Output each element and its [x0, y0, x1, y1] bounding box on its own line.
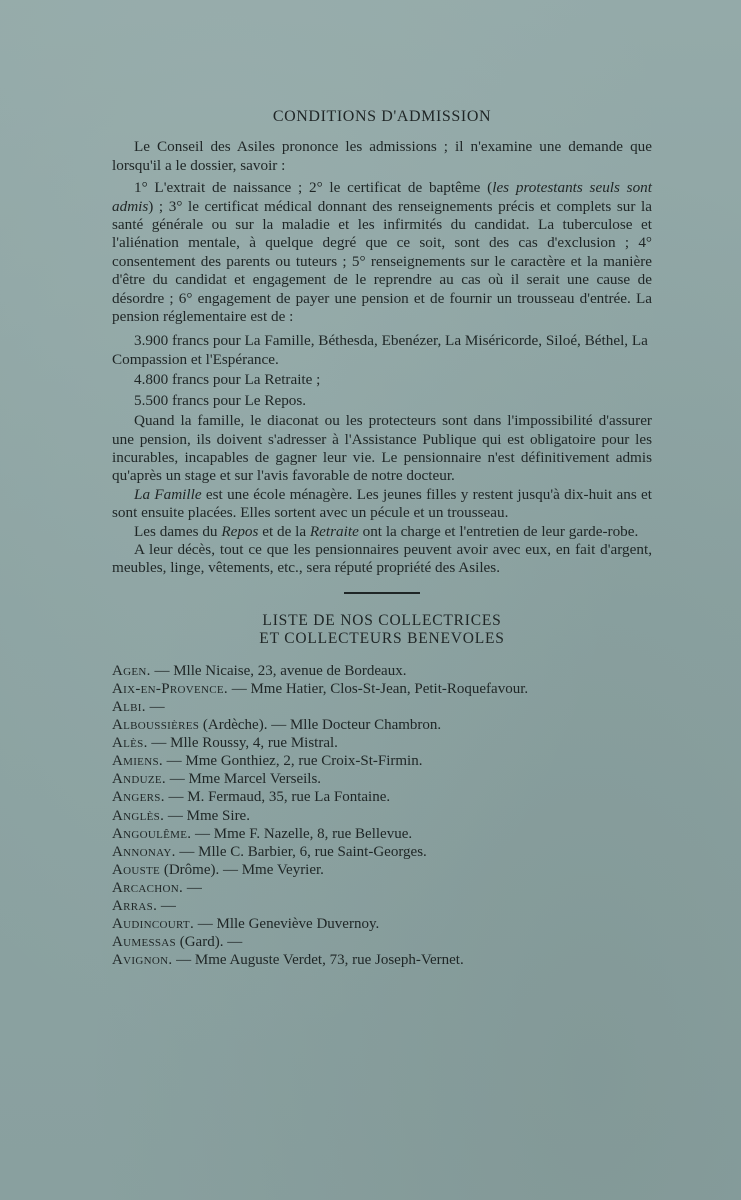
collector-detail: — Mlle Geneviève Duvernoy. — [194, 916, 380, 933]
list-item — [112, 897, 652, 915]
paragraph-italic: La Famille — [134, 485, 202, 503]
list-item — [112, 770, 652, 788]
collector-detail: — Mme Sire. — [164, 807, 250, 824]
paragraph-text: 1° L'extrait de naissance ; 2° le certificat de baptême ( — [134, 179, 493, 197]
city-name: Arcachon. — [112, 879, 184, 896]
list-item — [112, 752, 652, 770]
conditions-paragraph-1 — [112, 138, 652, 175]
city-name: Alboussières — [112, 717, 200, 734]
city-name: Agen. — [112, 662, 151, 679]
city-name: Angoulême. — [112, 825, 192, 842]
pension-item: 3.900 francs pour La Famille, Béthesda, Ebenézer, La Miséricorde, Siloé, Béthel, La Compassion et l'Espérance. — [112, 332, 648, 368]
collector-detail: — Mlle Nicaise, 23, avenue de Bordeaux. — [150, 662, 407, 679]
city-name: Aouste — [112, 861, 161, 878]
conditions-paragraph-4 — [112, 486, 652, 523]
collectors-list — [112, 662, 652, 970]
pension-item: 5.500 francs pour Le Repos. — [134, 391, 307, 409]
collector-detail: — — [183, 879, 202, 896]
collector-detail: — Mlle Roussy, 4, rue Mistral. — [147, 735, 338, 752]
city-name: Aix-en-Provence. — [112, 680, 228, 697]
collector-detail: — Mme Gonthiez, 2, rue Croix-St-Firmin. — [162, 753, 423, 770]
collector-detail: (Drôme). — Mme Veyrier. — [160, 861, 324, 878]
collector-detail: (Ardèche). — Mlle Docteur Chambron. — [199, 717, 442, 734]
collector-detail: (Gard). — — [175, 934, 243, 951]
collector-detail: — Mme Hatier, Clos-St-Jean, Petit-Roquefavour. — [227, 680, 529, 697]
list-item — [112, 879, 652, 897]
list-title-line: ET COLLECTEURS BENEVOLES — [259, 629, 505, 647]
paragraph-text: ont la charge et l'entretien de leur garde-robe. — [358, 522, 639, 540]
paragraph-text: A leur décès, tout ce que les pensionnaires peuvent avoir avec eux, en fait d'argent, meubles, linge, vêtements, etc., sera réputé propriété des Asiles. — [112, 540, 652, 577]
conditions-paragraph-6 — [112, 541, 652, 578]
list-item — [112, 951, 652, 969]
list-item — [112, 843, 652, 861]
list-item — [112, 933, 652, 951]
paragraph-italic: Retraite — [309, 522, 359, 540]
city-name: Arras. — [112, 897, 158, 914]
paragraph-text: et de la — [258, 522, 310, 540]
conditions-paragraph-2 — [112, 179, 652, 326]
collector-detail: — — [157, 897, 176, 914]
list-item — [112, 680, 652, 698]
list-title-line: LISTE DE NOS COLLECTRICES — [262, 611, 502, 629]
city-name: Amiens. — [112, 753, 163, 770]
paragraph-text: Les dames du — [134, 522, 222, 540]
paragraph-italic: les protestants seuls sont admis — [112, 179, 652, 215]
list-item — [112, 788, 652, 806]
pension-item: 4.800 francs pour La Retraite ; — [134, 371, 321, 389]
list-item — [112, 716, 652, 734]
document-sheet — [112, 108, 652, 969]
list-item — [112, 662, 652, 680]
list-title — [112, 612, 652, 648]
list-item — [112, 734, 652, 752]
paragraph-italic: Repos — [221, 522, 259, 540]
city-name: Audincourt. — [112, 916, 194, 933]
paragraph-text: est une école ménagère. Les jeunes filles y restent jusqu'à dix-huit ans et sont ensuite placées. Elles sortent avec un pécule et un trousseau. — [112, 485, 653, 522]
collector-detail: — Mme Auguste Verdet, 73, rue Joseph-Vernet. — [172, 952, 464, 969]
city-name: Anglès. — [112, 807, 165, 824]
city-name: Albi. — [112, 698, 146, 715]
paragraph-text: ) ; 3° le certificat médical donnant des renseignements précis et complets sur la santé générale ou sur la maladie et les infirmités du candidat. La tuberculose et l'aliénation mentale, à quelque degré que ce soit, sont des cas d'exclusion ; 4° consentement des parents ou tuteurs ; 5° renseignements sur le caractère et la manière d'être du candidat et engagement de le reprendre au cas où il serait une cause de désordre ; 6° engagement de payer une pension et de fournir un trousseau d'entrée. La pension réglementaire est de : — [112, 197, 652, 326]
collector-detail: — — [145, 698, 165, 715]
paragraph-text: Le Conseil des Asiles prononce les admissions ; il n'examine une demande que lorsqu'il a le dossier, savoir : — [112, 138, 652, 174]
section-divider — [344, 592, 420, 594]
conditions-title: CONDITIONS D'ADMISSION — [272, 108, 492, 125]
city-name: Annonay. — [112, 843, 176, 860]
city-name: Aumessas — [112, 934, 176, 951]
list-item — [112, 915, 652, 933]
list-item — [112, 861, 652, 879]
city-name: Angers. — [112, 789, 165, 806]
conditions-paragraph-5 — [112, 523, 652, 541]
collector-detail: — Mme Marcel Verseils. — [165, 771, 322, 788]
conditions-paragraph-3 — [112, 412, 652, 486]
paragraph-text: Quand la famille, le diaconat ou les protecteurs sont dans l'impossibilité d'assurer une pension, ils doivent s'adresser à l'Assistance Publique qui est obligatoire pour les incurables, incapables de gagner leur vie. Le pensionnaire n'est définitivement admis qu'après un stage et sur l'avis favorable de notre docteur. — [112, 412, 652, 485]
city-name: Alès. — [112, 735, 148, 752]
list-item — [112, 807, 652, 825]
city-name: Avignon. — [112, 952, 173, 969]
list-item — [112, 825, 652, 843]
collector-detail: — M. Fermaud, 35, rue La Fontaine. — [164, 789, 391, 806]
list-item — [112, 698, 652, 716]
collector-detail: — Mme F. Nazelle, 8, rue Bellevue. — [191, 825, 413, 842]
collector-detail: — Mlle C. Barbier, 6, rue Saint-Georges. — [175, 843, 427, 860]
city-name: Anduze. — [112, 771, 166, 788]
